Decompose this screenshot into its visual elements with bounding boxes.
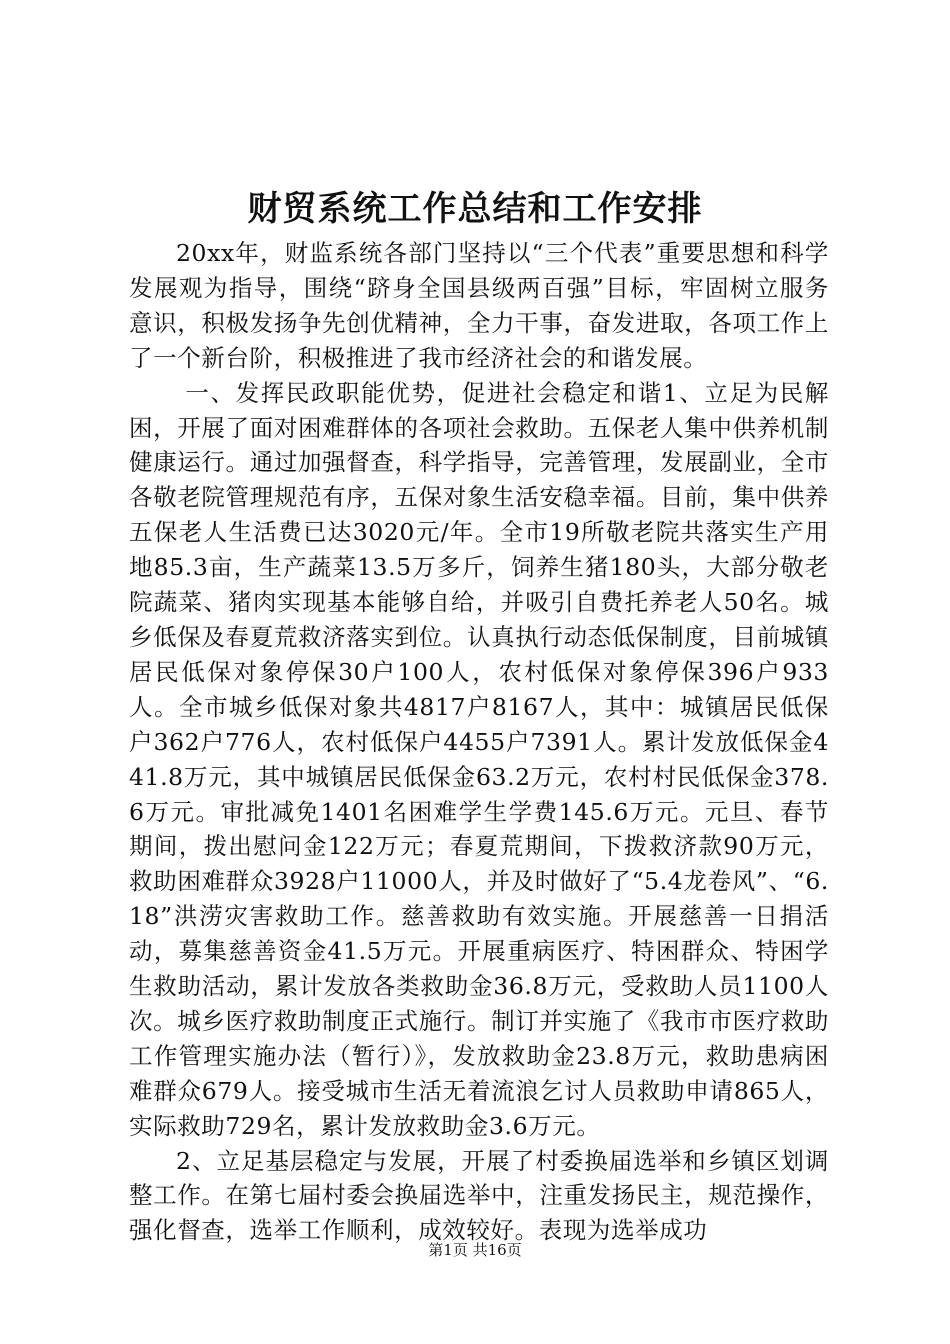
paragraph-section-2: 2、立足基层稳定与发展，开展了村委换届选举和乡镇区划调整工作。在第七届村委会换届选举中，注重发扬民主，规范操作，强化督查，选举工作顺利，成效较好。表现为选举成功 bbox=[129, 1146, 829, 1245]
paragraph-section-1: 一、发挥民政职能优势，促进社会稳定和谐1、立足为民解困，开展了面对困难群体的各项社会救助。五保老人集中供养机制健康运行。通过加强督查，科学指导，完善管理，发展副业，全市各敬老院管理规范有序，五保对象生活安稳幸福。目前，集中供养五保老人生活费已达3020元/年。全市19所敬老院共落实生产用地85.3亩，生产蔬菜13.5万多斤，饲养生猪180头，大部分敬老院蔬菜、猪肉实现基本能够自给，并吸引自费托养老人50名。城乡低保及春夏荒救济落实到位。认真执行动态低保制度，目前城镇居民低保对象停保30户100人，农村低保对象停保396户933人。全市城乡低保对象共4817户8167人，其中：城镇居民低保户362户776人，农村低保户4455户7391人。累计发放低保金441.8万元，其中城镇居民低保金63.2万元，农村村民低保金378.6万元。审批减免1401名困难学生学费145.6万元。元旦、春节期间，拨出慰问金122万元；春夏荒期间，下拨救济款90万元，救助困难群众3928户11000人，并及时做好了“5.4龙卷风”、“6.18”洪涝灾害救助工作。慈善救助有效实施。开展慈善一日捐活动，募集慈善资金41.5万元。开展重病医疗、特困群众、特困学生救助活动，累计发放各类救助金36.8万元，受救助人员1100人次。城乡医疗救助制度正式施行。制订并实施了《我市市医疗救助工作管理实施办法（暂行）》，发放救助金23.8万元，救助患病困难群众679人。接受城市生活无着流浪乞讨人员救助申请865人，实际救助729名，累计发放救助金3.6万元。 bbox=[129, 378, 829, 1140]
document-title: 财贸系统工作总结和工作安排 bbox=[247, 189, 703, 229]
document-body bbox=[129, 236, 829, 1248]
page-footer: 第1页 共16页 bbox=[428, 1241, 522, 1259]
paragraph-intro: 20xx年，财监系统各部门坚持以“三个代表”重要思想和科学发展观为指导，围绕“跻身全国县级两百强”目标，牢固树立服务意识，积极发扬争先创优精神，全力干事，奋发进取，各项工作上了一个新台阶，积极推进了我市经济社会的和谐发展。 bbox=[129, 239, 829, 372]
